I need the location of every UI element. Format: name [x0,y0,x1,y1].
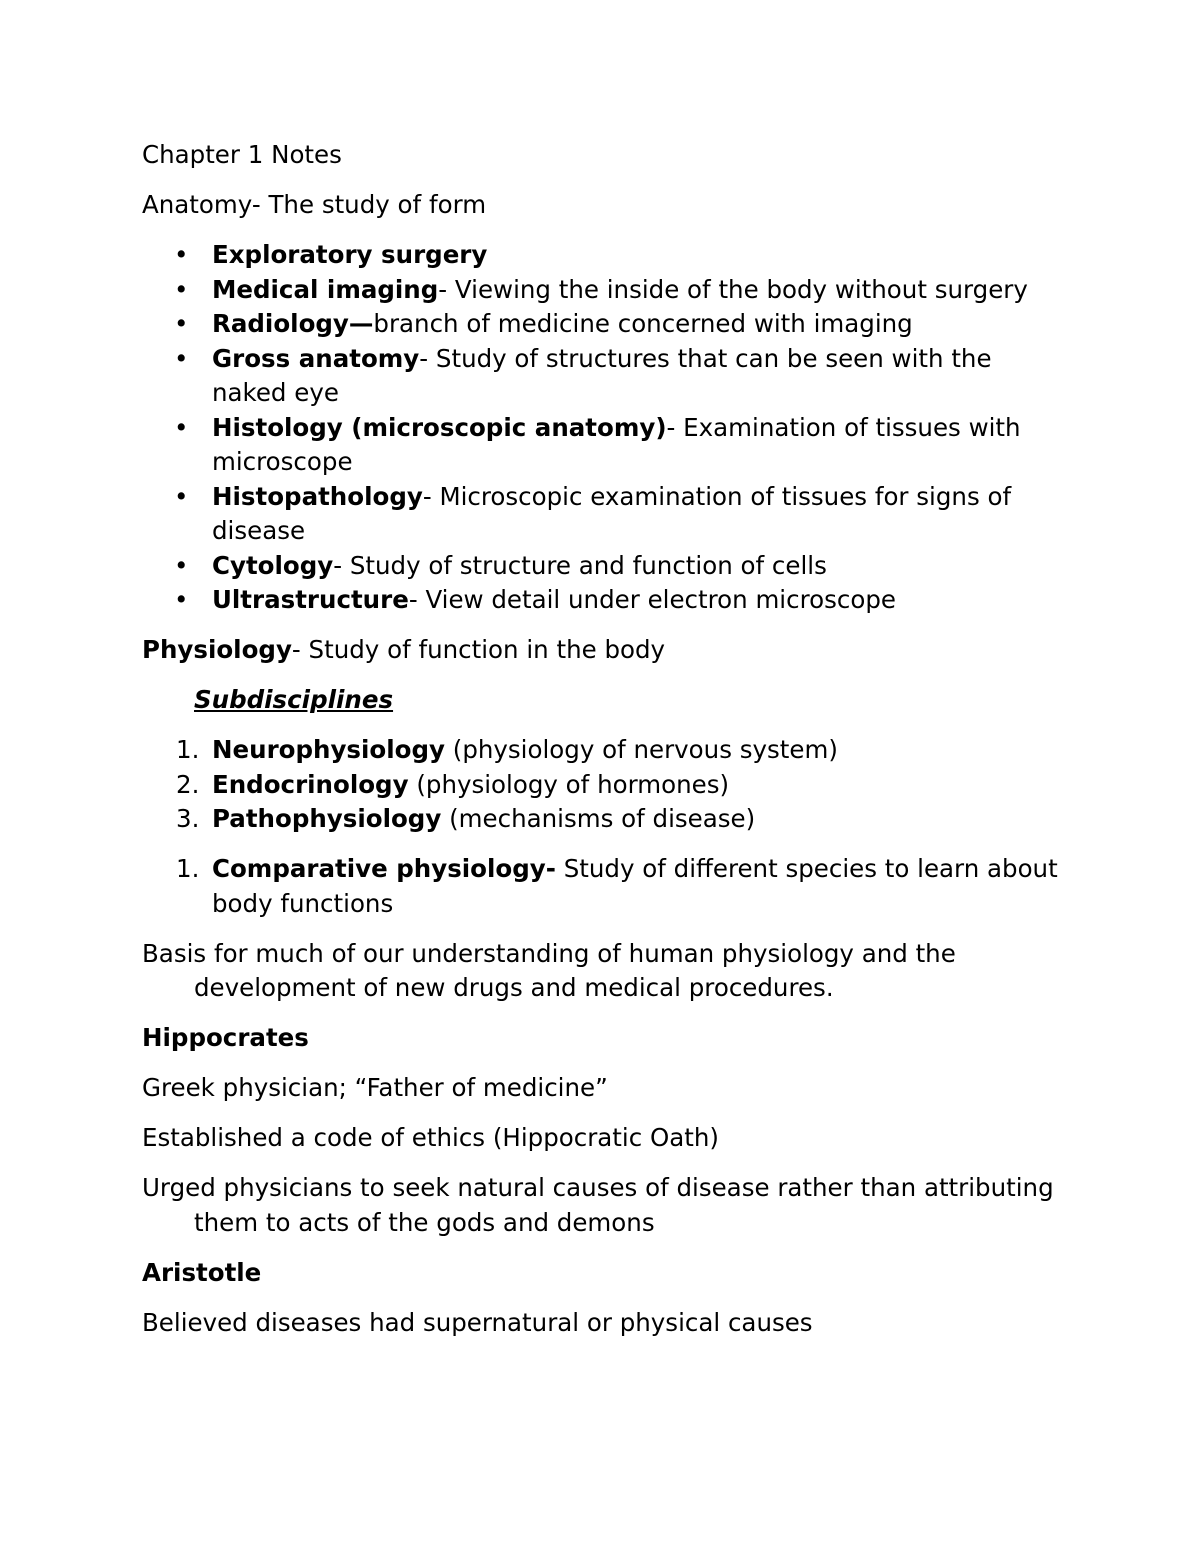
list-item [142,733,1072,768]
physiology-term: Physiology [142,635,292,664]
list-item [142,273,1072,308]
basis-paragraph: Basis for much of our understanding of human physiology and the development of new drugs and medical procedures. [142,938,956,1002]
list-number: 1. [176,854,200,883]
definition: - Study of structures that can be seen with the naked eye [212,343,992,407]
list-item [142,238,1072,273]
hippocrates-line: Urged physicians to seek natural causes of disease rather than attributing them to acts of the gods and demons [142,1173,1054,1237]
term: Histopathology [212,481,423,511]
definition: - View detail under electron microscope [408,585,896,614]
term: Radiology— [212,309,374,338]
hippocrates-line: Greek physician; “Father of medicine” [142,1073,608,1102]
anatomy-list [142,238,1072,618]
list-item [142,411,1072,480]
list-number: 3. [176,804,200,833]
subdisciplines-heading: Subdisciplines [194,685,394,714]
term: Medical imaging [212,274,439,304]
definition: - Viewing the inside of the body without surgery [438,274,1028,304]
definition: (physiology of hormones) [408,769,730,799]
bullet-icon: • [174,343,189,373]
term: Cytology [212,550,334,580]
bullet-icon: • [174,585,189,614]
definition: (mechanisms of disease) [441,804,756,833]
term: Comparative physiology- [212,854,556,883]
bullet-icon: • [174,481,189,511]
definition: - Microscopic examination of tissues for signs of disease [212,481,1012,545]
term: Ultrastructure [212,585,409,614]
term: Histology (microscopic anatomy) [212,412,667,442]
list-number: 2. [176,769,200,799]
aristotle-line: Believed diseases had supernatural or physical causes [142,1307,813,1337]
list-item [142,852,1072,921]
document-body [142,138,1072,1356]
aristotle-heading: Aristotle [142,1257,262,1287]
term: Endocrinology [212,769,409,799]
hippocrates-line: Established a code of ethics (Hippocratic Oath) [142,1123,719,1152]
list-item [142,802,1072,837]
bullet-icon: • [174,309,189,338]
list-item [142,342,1072,411]
bullet-icon: • [174,274,189,304]
list-item [142,768,1072,803]
list-item [142,549,1072,584]
bullet-icon: • [174,412,189,442]
list-item [142,583,1072,618]
term: Gross anatomy [212,343,420,373]
definition: Study of different species to learn about body functions [212,854,1058,918]
bullet-icon: • [174,550,189,580]
comparative-list [142,852,1072,921]
list-item [142,307,1072,342]
physiology-intro [142,633,1072,668]
definition: - Examination of tissues with microscope [212,412,1021,476]
list-number: 1. [176,735,200,764]
definition: - Study of structure and function of cells [333,550,827,580]
physiology-definition: - Study of function in the body [291,635,666,664]
term: Neurophysiology [212,735,445,764]
definition: branch of medicine concerned with imaging [373,309,913,338]
hippocrates-heading: Hippocrates [142,1023,309,1052]
list-item [142,480,1072,549]
subdisciplines-list [142,733,1072,837]
term: Exploratory surgery [212,240,488,269]
page-title: Chapter 1 Notes [142,140,342,169]
anatomy-intro: Anatomy- The study of form [142,190,487,219]
definition: (physiology of nervous system) [444,735,838,764]
bullet-icon: • [174,240,189,269]
term: Pathophysiology [212,804,442,833]
